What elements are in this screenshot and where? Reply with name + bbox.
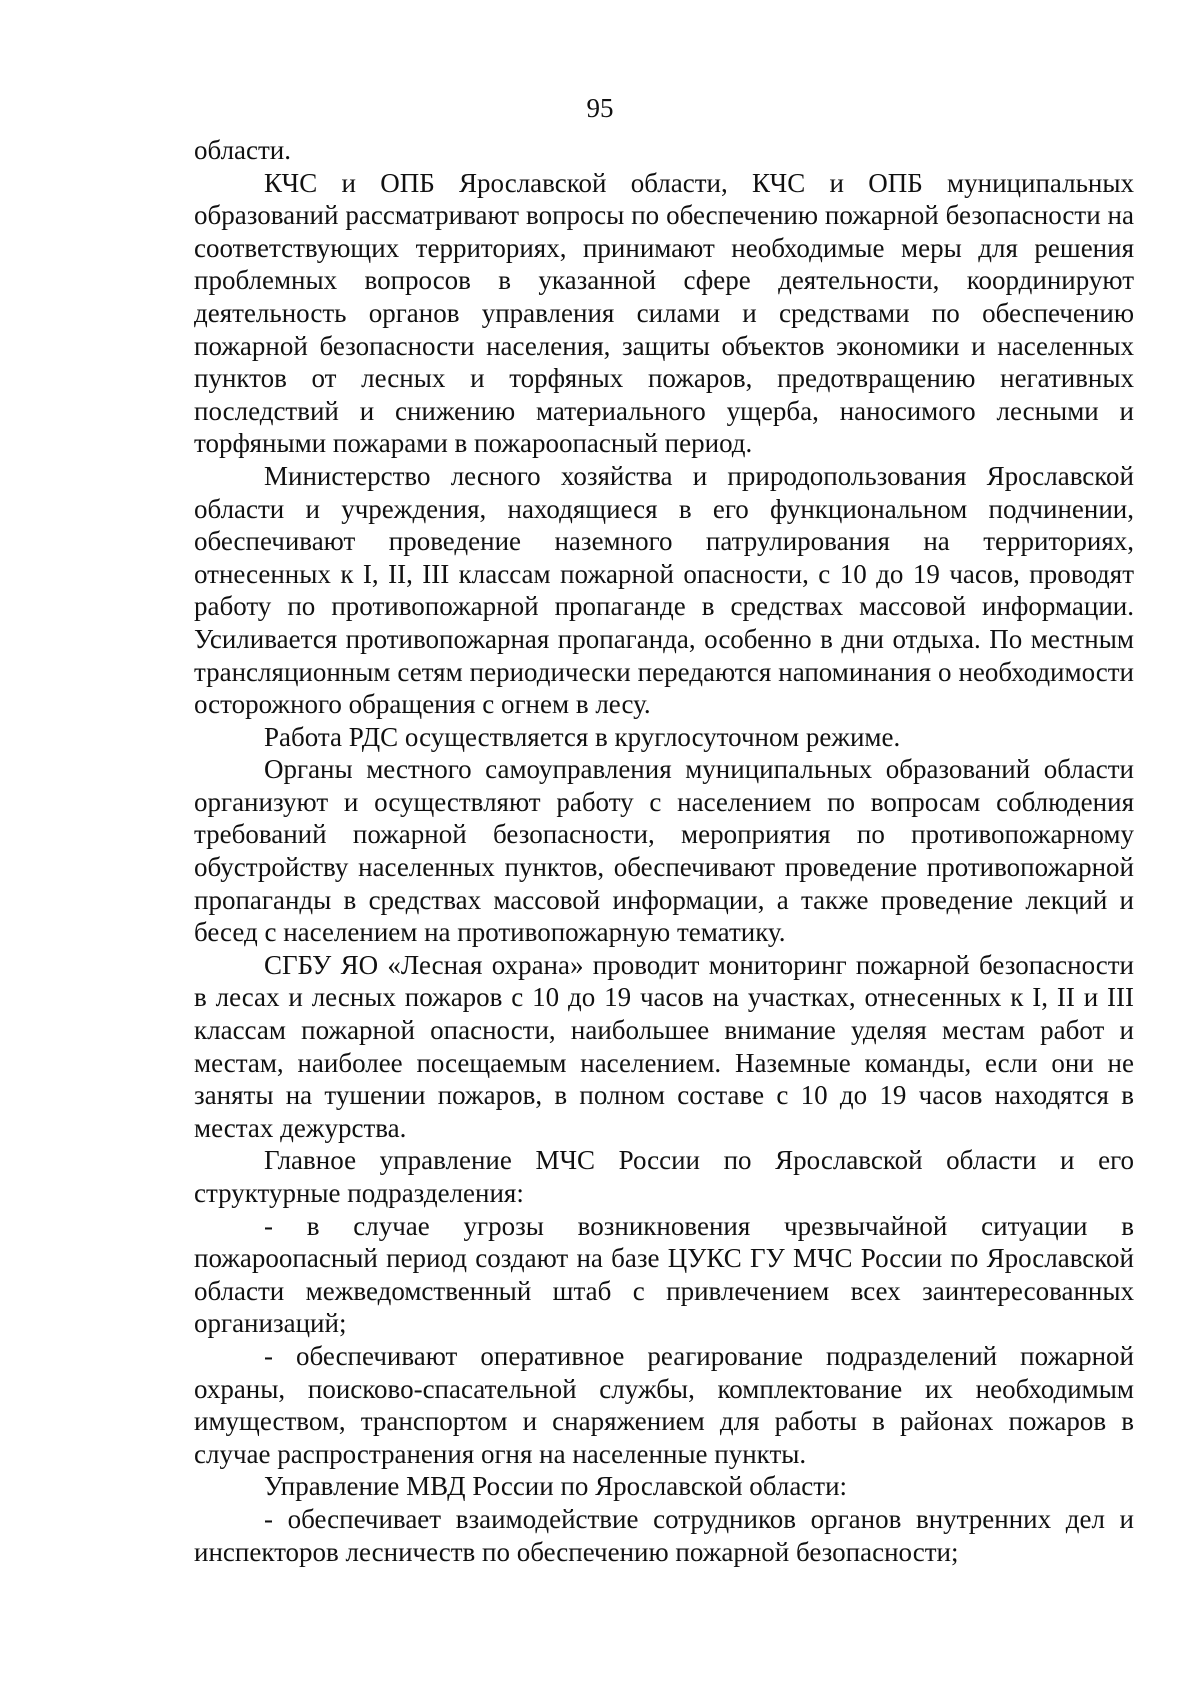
paragraph-1: области. bbox=[194, 135, 292, 165]
document-body bbox=[194, 134, 1134, 1568]
paragraph-7: Главное управление МЧС России по Ярославской области и его структурные подразделения: bbox=[194, 1145, 1134, 1208]
paragraph-4: Работа РДС осуществляется в круглосуточном режиме. bbox=[264, 721, 901, 752]
paragraph-5: Органы местного самоуправления муниципальных образований области организуют и осуществляют работу с населением по вопросам соблюдения требований пожарной безопасности, мероприятия по противопожарному обустройству населенных пунктов, обеспечивают проведение противопожарной пропаганды в средствах массовой информации, а также проведение лекций и бесед с населением на противопожарную тематику. bbox=[194, 754, 1134, 948]
paragraph-6: СГБУ ЯО «Лесная охрана» проводит мониторинг пожарной безопасности в лесах и лесных пожаров с 10 до 19 часов на участках, отнесенных к I, II и III классам пожарной опасности, наибольшее внимание уделяя местам работ и местам, наиболее посещаемым населением. Наземные команды, если они не заняты на тушении пожаров, в полном составе с 10 до 19 часов находятся в местах дежурства. bbox=[194, 949, 1134, 1143]
list-item-2: - обеспечивают оперативное реагирование подразделений пожарной охраны, поисково-спасательной службы, комплектование их необходимым имуществом, транспортом и снаряжением для работы в районах пожаров в случае распространения огня на населенные пункты. bbox=[194, 1340, 1134, 1469]
list-item-1: - в случае угрозы возникновения чрезвычайной ситуации в пожароопасный период создают на базе ЦУКС ГУ МЧС России по Ярославской области межведомственный штаб с привлечением всех заинтересованных организаций; bbox=[194, 1210, 1134, 1339]
list-item-3: - обеспечивает взаимодействие сотрудников органов внутренних дел и инспекторов лесничеств по обеспечению пожарной безопасности; bbox=[194, 1503, 1134, 1567]
page-number: 95 bbox=[586, 93, 614, 123]
paragraph-8: Управление МВД России по Ярославской области: bbox=[264, 1471, 848, 1502]
paragraph-2: КЧС и ОПБ Ярославской области, КЧС и ОПБ муниципальных образований рассматривают вопросы по обеспечению пожарной безопасности на соответствующих территориях, принимают необходимые меры для решения проблемных вопросов в указанной сфере деятельности, координируют деятельность органов управления силами и средствами по обеспечению пожарной безопасности населения, защиты объектов экономики и населенных пунктов от лесных и торфяных пожаров, предотвращению негативных последствий и снижению материального ущерба, наносимого лесными и торфяными пожарами в пожароопасный период. bbox=[194, 167, 1134, 459]
paragraph-3: Министерство лесного хозяйства и природопользования Ярославской области и учреждения, находящиеся в его функциональном подчинении, обеспечивают проведение наземного патрулирования на территориях, отнесенных к I, II, III классам пожарной опасности, с 10 до 19 часов, проводят работу по противопожарной пропаганде в средствах массовой информации. Усиливается противопожарная пропаганда, особенно в дни отдыха. По местным трансляционным сетям периодически передаются напоминания о необходимости осторожного обращения с огнем в лесу. bbox=[194, 460, 1134, 720]
